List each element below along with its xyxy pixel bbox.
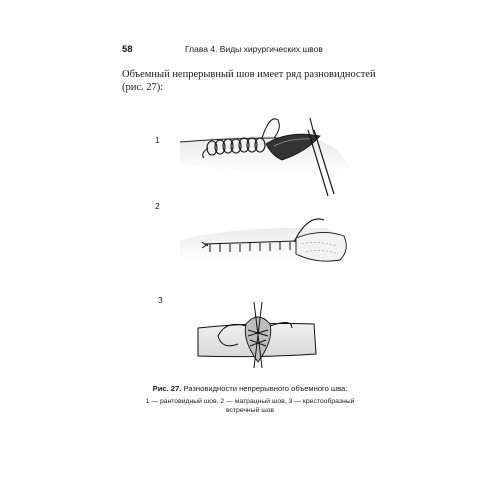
caption-title-line [130, 384, 370, 394]
figure-label-3: 3 [158, 295, 163, 305]
running-title: Глава 4. Виды хирургических швов [185, 44, 323, 54]
figure-label-1: 1 [155, 135, 160, 145]
page-number: 58 [122, 44, 133, 55]
caption-label: Рис. 27. [152, 384, 182, 393]
cruciform-suture-illustration [196, 300, 326, 370]
rantovidny-suture-illustration [178, 108, 358, 198]
figure-label-2: 2 [155, 201, 160, 211]
figure-caption [130, 384, 370, 415]
caption-title: Разновидности непрерывного объемного шва: [183, 384, 348, 393]
caption-legend: 1 — рантовидный шов, 2 — матрацный шов, 3 — крестообразный встречный шов [145, 398, 355, 414]
body-paragraph: Объемный непрерывный шов имеет ряд разновидностей (рис. 27): [122, 69, 376, 93]
mattress-suture-illustration [176, 210, 356, 280]
